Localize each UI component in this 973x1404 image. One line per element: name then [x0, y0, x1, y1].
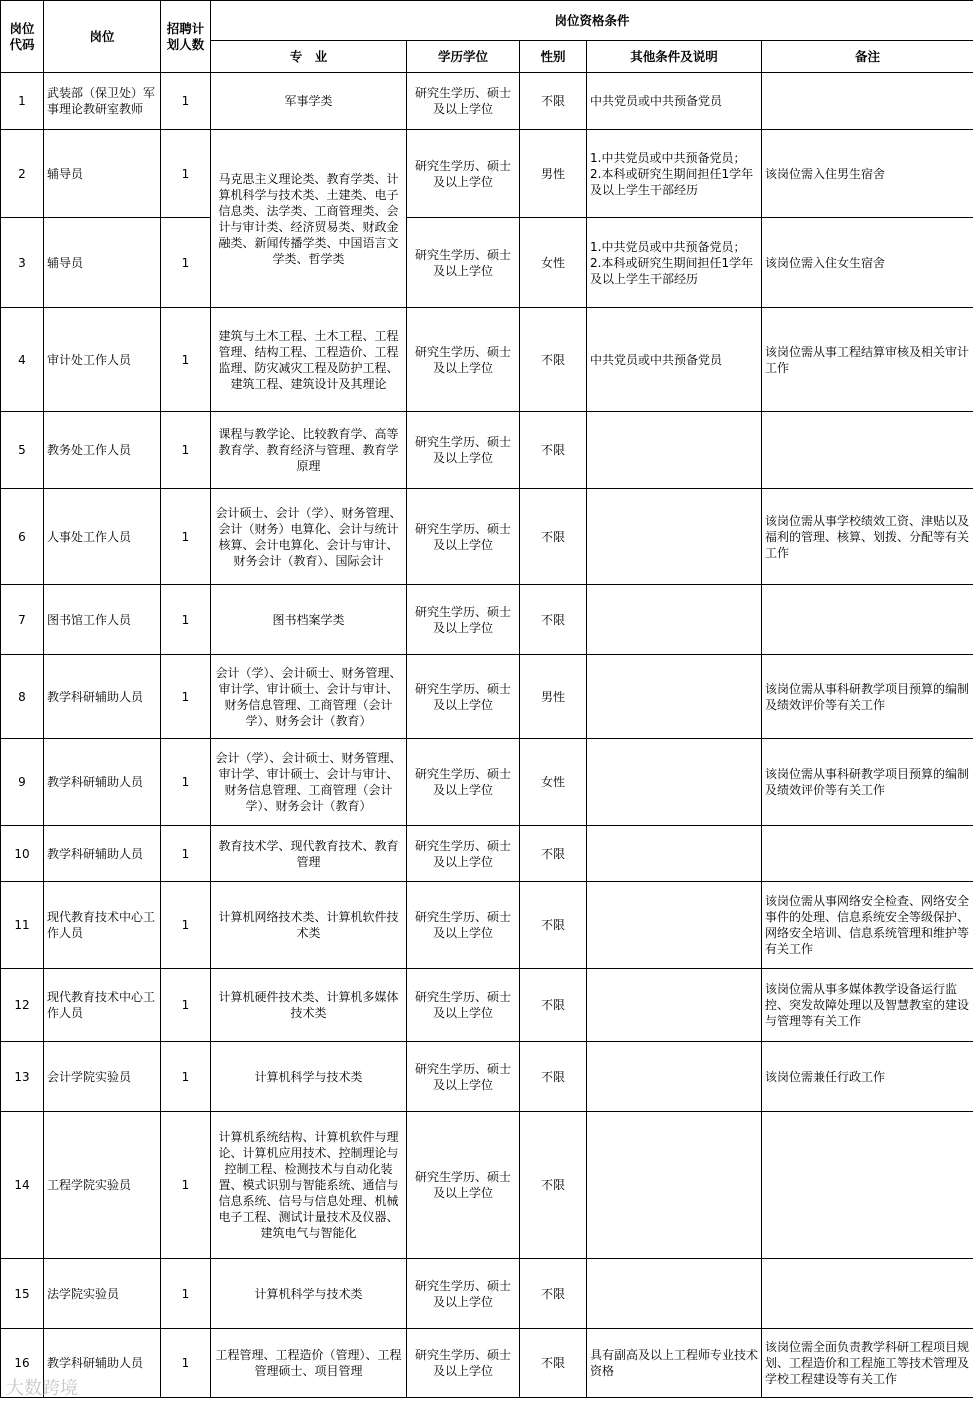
cell-remark	[762, 1259, 973, 1329]
cell-other	[587, 882, 762, 969]
cell-gender: 不限	[520, 969, 587, 1042]
cell-post: 教学科研辅助人员	[44, 1329, 161, 1398]
cell-gender: 不限	[520, 308, 587, 412]
cell-post: 教务处工作人员	[44, 412, 161, 489]
cell-major: 工程管理、工程造价（管理）、工程管理硕士、项目管理	[211, 1329, 407, 1398]
table-row	[1, 1042, 973, 1112]
cell-remark: 该岗位需从事网络安全检查、网络安全事件的处理、信息系统安全等级保护、网络安全培训、信息系统管理和维护等有关工作	[762, 882, 973, 969]
header-qualifications: 岗位资格条件	[211, 1, 973, 41]
cell-code: 8	[1, 655, 44, 739]
cell-plan: 1	[161, 1329, 211, 1398]
cell-other	[587, 655, 762, 739]
cell-code: 15	[1, 1259, 44, 1329]
cell-remark: 该岗位需从事学校绩效工资、津贴以及福利的管理、核算、划拨、分配等有关工作	[762, 489, 973, 585]
cell-degree: 研究生学历、硕士及以上学位	[407, 489, 520, 585]
cell-gender: 不限	[520, 1112, 587, 1259]
cell-code: 11	[1, 882, 44, 969]
cell-code: 14	[1, 1112, 44, 1259]
cell-code: 3	[1, 218, 44, 308]
cell-other	[587, 1259, 762, 1329]
header-plan: 招聘计划人数	[161, 1, 211, 73]
cell-other	[587, 1042, 762, 1112]
cell-degree: 研究生学历、硕士及以上学位	[407, 882, 520, 969]
cell-remark	[762, 412, 973, 489]
table-row	[1, 826, 973, 882]
header-other: 其他条件及说明	[587, 41, 762, 73]
cell-post: 现代教育技术中心工作人员	[44, 969, 161, 1042]
cell-gender: 女性	[520, 739, 587, 826]
table-row	[1, 73, 973, 130]
cell-remark	[762, 585, 973, 655]
cell-degree: 研究生学历、硕士及以上学位	[407, 585, 520, 655]
cell-post: 教学科研辅助人员	[44, 826, 161, 882]
cell-code: 13	[1, 1042, 44, 1112]
cell-code: 4	[1, 308, 44, 412]
cell-degree: 研究生学历、硕士及以上学位	[407, 218, 520, 308]
table-row	[1, 130, 973, 218]
table-row	[1, 882, 973, 969]
cell-plan: 1	[161, 73, 211, 130]
cell-post: 法学院实验员	[44, 1259, 161, 1329]
cell-degree: 研究生学历、硕士及以上学位	[407, 655, 520, 739]
cell-post: 武装部（保卫处）军事理论教研室教师	[44, 73, 161, 130]
cell-remark	[762, 73, 973, 130]
table-row	[1, 969, 973, 1042]
cell-code: 1	[1, 73, 44, 130]
cell-plan: 1	[161, 412, 211, 489]
cell-remark: 该岗位需从事工程结算审核及相关审计工作	[762, 308, 973, 412]
cell-major: 计算机系统结构、计算机软件与理论、计算机应用技术、控制理论与控制工程、检测技术与自动化装置、模式识别与智能系统、通信与信息系统、信号与信息处理、机械电子工程、测试计量技术及仪器、建筑电气与智能化	[211, 1112, 407, 1259]
cell-post: 教学科研辅助人员	[44, 655, 161, 739]
cell-major: 计算机科学与技术类	[211, 1042, 407, 1112]
cell-gender: 女性	[520, 218, 587, 308]
cell-major: 建筑与土木工程、土木工程、工程管理、结构工程、工程造价、工程监理、防灾减灾工程及防护工程、建筑工程、建筑设计及其理论	[211, 308, 407, 412]
header-code: 岗位代码	[1, 1, 44, 73]
cell-gender: 不限	[520, 826, 587, 882]
table-row	[1, 585, 973, 655]
cell-degree: 研究生学历、硕士及以上学位	[407, 412, 520, 489]
cell-remark: 该岗位需全面负责教学科研工程项目规划、工程造价和工程施工等技术管理及学校工程建设等有关工作	[762, 1329, 973, 1398]
cell-plan: 1	[161, 1259, 211, 1329]
cell-remark	[762, 1112, 973, 1259]
cell-gender: 不限	[520, 882, 587, 969]
cell-plan: 1	[161, 130, 211, 218]
cell-post: 辅导员	[44, 218, 161, 308]
cell-code: 7	[1, 585, 44, 655]
cell-major: 计算机硬件技术类、计算机多媒体技术类	[211, 969, 407, 1042]
table-row	[1, 412, 973, 489]
cell-degree: 研究生学历、硕士及以上学位	[407, 1259, 520, 1329]
table-row	[1, 739, 973, 826]
cell-post: 教学科研辅助人员	[44, 739, 161, 826]
header-remark: 备注	[762, 41, 973, 73]
cell-remark: 该岗位需入住男生宿舍	[762, 130, 973, 218]
header-degree: 学历学位	[407, 41, 520, 73]
cell-degree: 研究生学历、硕士及以上学位	[407, 969, 520, 1042]
cell-plan: 1	[161, 218, 211, 308]
cell-post: 审计处工作人员	[44, 308, 161, 412]
cell-other: 具有副高及以上工程师专业技术资格	[587, 1329, 762, 1398]
cell-plan: 1	[161, 1112, 211, 1259]
watermark: 大数跨境	[6, 1378, 78, 1399]
cell-code: 9	[1, 739, 44, 826]
cell-post: 工程学院实验员	[44, 1112, 161, 1259]
cell-other	[587, 412, 762, 489]
cell-degree: 研究生学历、硕士及以上学位	[407, 308, 520, 412]
cell-post: 会计学院实验员	[44, 1042, 161, 1112]
cell-other	[587, 585, 762, 655]
cell-major: 计算机网络技术类、计算机软件技术类	[211, 882, 407, 969]
table-row	[1, 308, 973, 412]
cell-gender: 不限	[520, 489, 587, 585]
cell-other: 中共党员或中共预备党员	[587, 308, 762, 412]
cell-plan: 1	[161, 1042, 211, 1112]
cell-other: 1.中共党员或中共预备党员； 2.本科或研究生期间担任1学年及以上学生干部经历	[587, 130, 762, 218]
cell-plan: 1	[161, 882, 211, 969]
cell-remark: 该岗位需从事科研教学项目预算的编制及绩效评价等有关工作	[762, 739, 973, 826]
cell-code: 5	[1, 412, 44, 489]
cell-code: 12	[1, 969, 44, 1042]
cell-plan: 1	[161, 489, 211, 585]
table-row	[1, 1329, 973, 1398]
cell-major: 马克思主义理论类、教育学类、计算机科学与技术类、土建类、电子信息类、法学类、工商管理类、会计与审计类、经济贸易类、财政金融类、新闻传播学类、中国语言文学类、哲学类	[211, 130, 407, 308]
cell-plan: 1	[161, 308, 211, 412]
cell-plan: 1	[161, 826, 211, 882]
cell-remark	[762, 826, 973, 882]
cell-degree: 研究生学历、硕士及以上学位	[407, 1329, 520, 1398]
cell-major: 会计硕士、会计（学）、财务管理、会计（财务）电算化、会计与统计核算、会计电算化、会计与审计、财务会计（教育）、国际会计	[211, 489, 407, 585]
cell-plan: 1	[161, 739, 211, 826]
cell-other: 中共党员或中共预备党员	[587, 73, 762, 130]
cell-gender: 不限	[520, 585, 587, 655]
cell-remark: 该岗位需兼任行政工作	[762, 1042, 973, 1112]
cell-plan: 1	[161, 969, 211, 1042]
cell-degree: 研究生学历、硕士及以上学位	[407, 1042, 520, 1112]
cell-gender: 男性	[520, 130, 587, 218]
cell-gender: 不限	[520, 73, 587, 130]
table-row	[1, 1112, 973, 1259]
cell-major: 会计（学）、会计硕士、财务管理、审计学、审计硕士、会计与审计、财务信息管理、工商管理（会计学）、财务会计（教育）	[211, 739, 407, 826]
table-row	[1, 218, 973, 308]
cell-major: 军事学类	[211, 73, 407, 130]
cell-post: 图书馆工作人员	[44, 585, 161, 655]
cell-post: 人事处工作人员	[44, 489, 161, 585]
cell-gender: 不限	[520, 1329, 587, 1398]
cell-other	[587, 489, 762, 585]
cell-degree: 研究生学历、硕士及以上学位	[407, 739, 520, 826]
cell-other	[587, 1112, 762, 1259]
cell-code: 16	[1, 1329, 44, 1398]
cell-gender: 不限	[520, 412, 587, 489]
cell-major: 图书档案学类	[211, 585, 407, 655]
table-row	[1, 489, 973, 585]
cell-degree: 研究生学历、硕士及以上学位	[407, 130, 520, 218]
cell-remark: 该岗位需从事多媒体教学设备运行监控、突发故障处理以及智慧教室的建设与管理等有关工作	[762, 969, 973, 1042]
cell-major: 课程与教学论、比较教育学、高等教育学、教育经济与管理、教育学原理	[211, 412, 407, 489]
cell-gender: 不限	[520, 1042, 587, 1112]
cell-major: 计算机科学与技术类	[211, 1259, 407, 1329]
cell-plan: 1	[161, 655, 211, 739]
cell-code: 10	[1, 826, 44, 882]
table-row	[1, 1259, 973, 1329]
header-major: 专 业	[211, 41, 407, 73]
cell-remark: 该岗位需从事科研教学项目预算的编制及绩效评价等有关工作	[762, 655, 973, 739]
cell-gender: 男性	[520, 655, 587, 739]
cell-other	[587, 739, 762, 826]
header-post: 岗位	[44, 1, 161, 73]
cell-other: 1.中共党员或中共预备党员； 2.本科或研究生期间担任1学年及以上学生干部经历	[587, 218, 762, 308]
cell-degree: 研究生学历、硕士及以上学位	[407, 1112, 520, 1259]
cell-code: 6	[1, 489, 44, 585]
table-row	[1, 655, 973, 739]
cell-plan: 1	[161, 585, 211, 655]
cell-remark: 该岗位需入住女生宿舍	[762, 218, 973, 308]
header-gender: 性别	[520, 41, 587, 73]
cell-post: 现代教育技术中心工作人员	[44, 882, 161, 969]
cell-post: 辅导员	[44, 130, 161, 218]
cell-major: 会计（学）、会计硕士、财务管理、审计学、审计硕士、会计与审计、财务信息管理、工商管理（会计学）、财务会计（教育）	[211, 655, 407, 739]
cell-gender: 不限	[520, 1259, 587, 1329]
cell-major: 教育技术学、现代教育技术、教育管理	[211, 826, 407, 882]
cell-degree: 研究生学历、硕士及以上学位	[407, 73, 520, 130]
cell-other	[587, 969, 762, 1042]
table-body	[1, 73, 973, 1398]
cell-code: 2	[1, 130, 44, 218]
cell-other	[587, 826, 762, 882]
cell-degree: 研究生学历、硕士及以上学位	[407, 826, 520, 882]
